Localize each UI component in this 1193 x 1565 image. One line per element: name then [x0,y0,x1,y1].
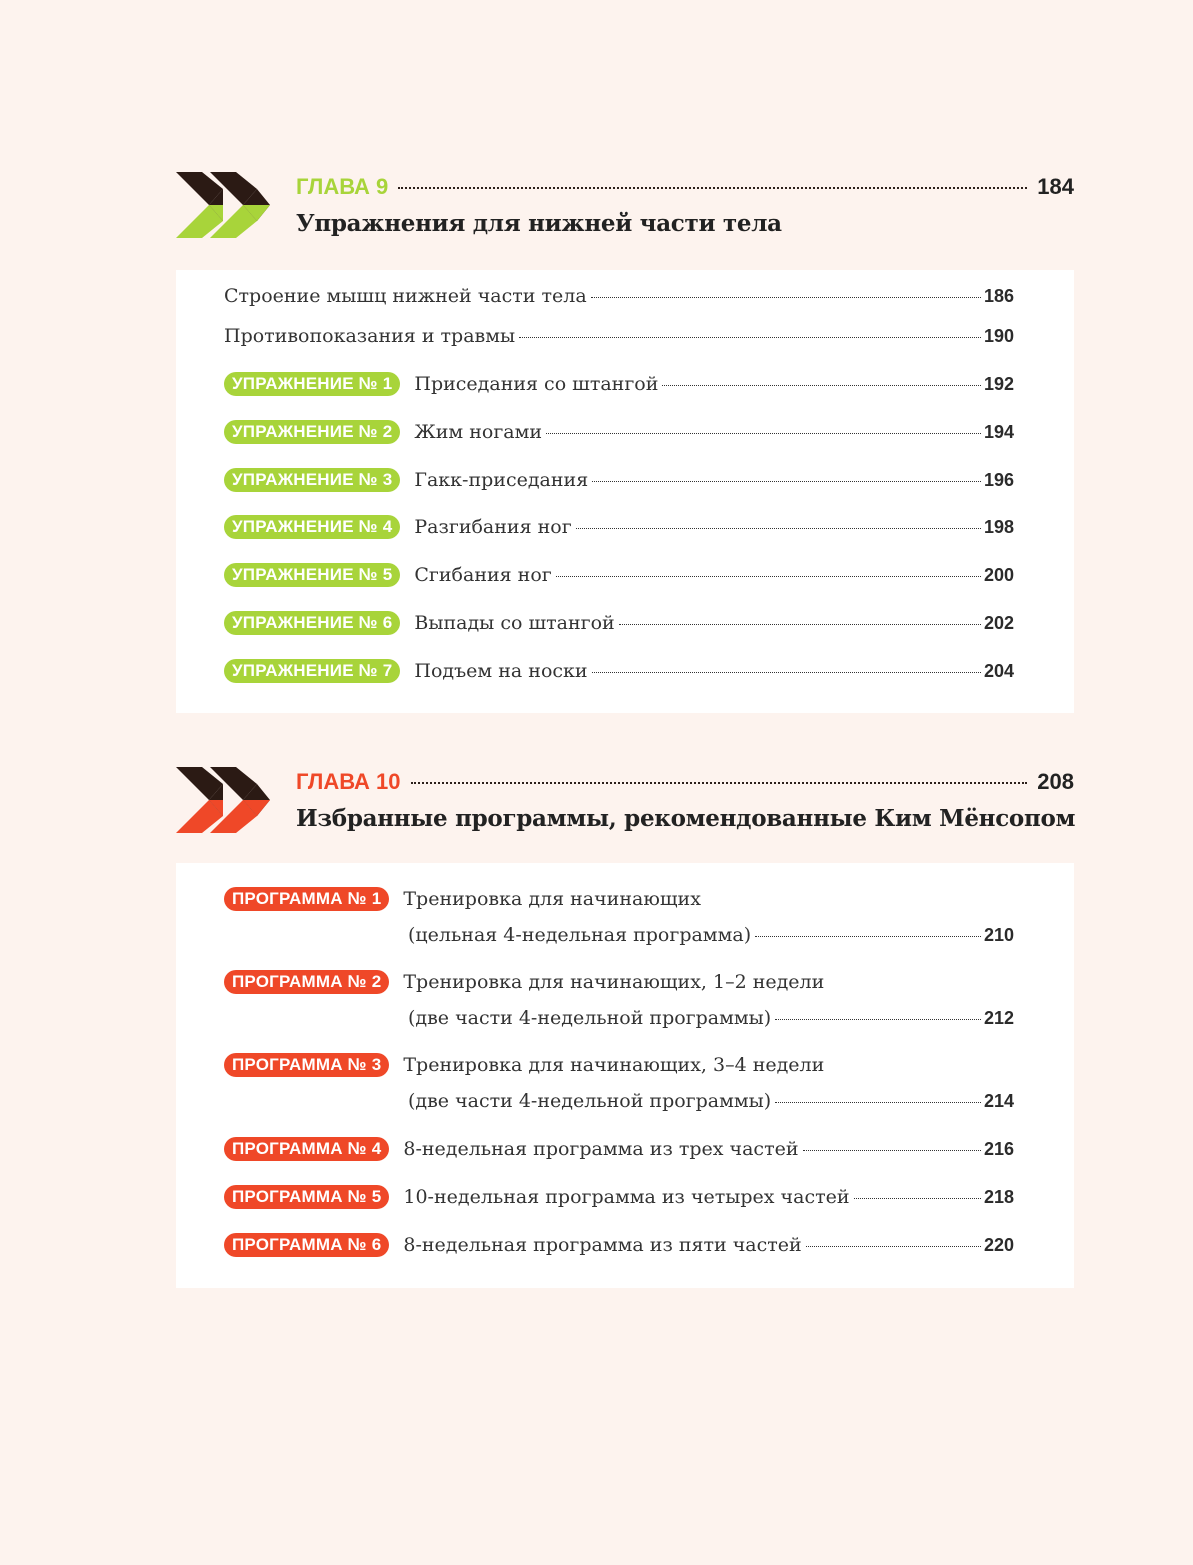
entry-title: Разгибания ног [414,516,572,538]
entry-subtitle: (две части 4-недельной программы) [408,1090,772,1112]
program-entry[interactable] [224,1184,1014,1210]
entry-title: Жим ногами [414,421,543,443]
leader-dots [411,782,1028,784]
entry-title: Противопоказания и травмы [224,325,516,347]
double-chevron-icon [176,767,272,833]
exercise-entry[interactable] [224,610,1014,636]
entry-page-number: 204 [983,661,1014,681]
entry-page-number: 200 [983,565,1014,585]
chapter-9-contents [176,270,1074,713]
leader-dots [854,1198,981,1199]
program-badge: ПРОГРАММА № 5 [224,1185,389,1209]
leader-dots [775,1019,981,1020]
entry-title: Тренировка для начинающих, 1–2 недели [403,971,825,993]
chapter-10-header [176,767,1074,847]
entry-title: 8-недельная программа из пяти частей [403,1234,802,1256]
chapter-label: ГЛАВА 9 [296,174,389,199]
chapter-label: ГЛАВА 10 [296,769,401,794]
chapter-9-header [176,172,1074,252]
entry-page-number: 218 [983,1187,1014,1207]
leader-dots [775,1102,981,1103]
leader-dots [755,936,981,937]
program-badge: ПРОГРАММА № 6 [224,1233,389,1257]
entry-title: Гакк-приседания [414,469,589,491]
entry-page-number: 190 [983,326,1014,346]
exercise-badge: УПРАЖНЕНИЕ № 6 [224,611,400,635]
entry-title: 8-недельная программа из трех частей [403,1138,799,1160]
entry-page-number: 214 [983,1091,1014,1111]
leader-dots [556,576,981,577]
leader-dots [546,433,981,434]
program-entry[interactable] [224,881,1014,953]
leader-dots [576,528,981,529]
exercise-badge: УПРАЖНЕНИЕ № 5 [224,563,400,587]
entry-page-number: 192 [983,374,1014,394]
leader-dots [803,1150,981,1151]
toc-entry[interactable] [224,283,1014,309]
entry-page-number: 186 [983,286,1014,306]
entry-subtitle: (две части 4-недельной программы) [408,1007,772,1029]
chapter-title: Упражнения для нижней части тела [296,210,782,237]
exercise-entry[interactable] [224,419,1014,445]
leader-dots [398,187,1027,189]
leader-dots [662,385,981,386]
entry-title: Строение мышц нижней части тела [224,285,587,307]
leader-dots [592,481,981,482]
entry-page-number: 220 [983,1235,1014,1255]
entry-title: Тренировка для начинающих [403,888,701,910]
entry-page-number: 194 [983,422,1014,442]
chapter-10-contents [176,863,1074,1288]
leader-dots [592,672,981,673]
program-badge: ПРОГРАММА № 4 [224,1137,389,1161]
entry-subtitle: (цельная 4-недельная программа) [408,924,752,946]
exercise-entry[interactable] [224,562,1014,588]
program-entry[interactable] [224,1136,1014,1162]
program-entry[interactable] [224,1047,1014,1119]
leader-dots [619,624,981,625]
exercise-badge: УПРАЖНЕНИЕ № 3 [224,468,400,492]
entry-page-number: 196 [983,470,1014,490]
entry-title: Приседания со штангой [414,373,659,395]
program-badge: ПРОГРАММА № 2 [224,970,389,994]
exercise-badge: УПРАЖНЕНИЕ № 4 [224,515,400,539]
program-badge: ПРОГРАММА № 3 [224,1053,389,1077]
toc-entry[interactable] [224,323,1014,349]
chapter-page-number: 208 [1037,769,1074,794]
exercise-badge: УПРАЖНЕНИЕ № 7 [224,659,400,683]
exercise-entry[interactable] [224,467,1014,493]
program-badge: ПРОГРАММА № 1 [224,887,389,911]
entry-page-number: 202 [983,613,1014,633]
leader-dots [519,337,981,338]
entry-title: Тренировка для начинающих, 3–4 недели [403,1054,825,1076]
leader-dots [806,1246,981,1247]
entry-page-number: 212 [983,1008,1014,1028]
entry-page-number: 210 [983,925,1014,945]
double-chevron-icon [176,172,272,238]
leader-dots [591,297,981,298]
entry-title: Сгибания ног [414,564,552,586]
exercise-entry[interactable] [224,658,1014,684]
program-entry[interactable] [224,964,1014,1036]
entry-page-number: 216 [983,1139,1014,1159]
program-entry[interactable] [224,1232,1014,1258]
chapter-title: Избранные программы, рекомендованные Ким Мёнсопом [296,805,1076,832]
entry-title: Выпады со штангой [414,612,615,634]
exercise-badge: УПРАЖНЕНИЕ № 1 [224,372,400,396]
exercise-entry[interactable] [224,514,1014,540]
entry-title: Подъем на носки [414,660,588,682]
entry-page-number: 198 [983,517,1014,537]
exercise-badge: УПРАЖНЕНИЕ № 2 [224,420,400,444]
chapter-page-number: 184 [1037,174,1074,199]
exercise-entry[interactable] [224,371,1014,397]
entry-title: 10-недельная программа из четырех частей [403,1186,850,1208]
